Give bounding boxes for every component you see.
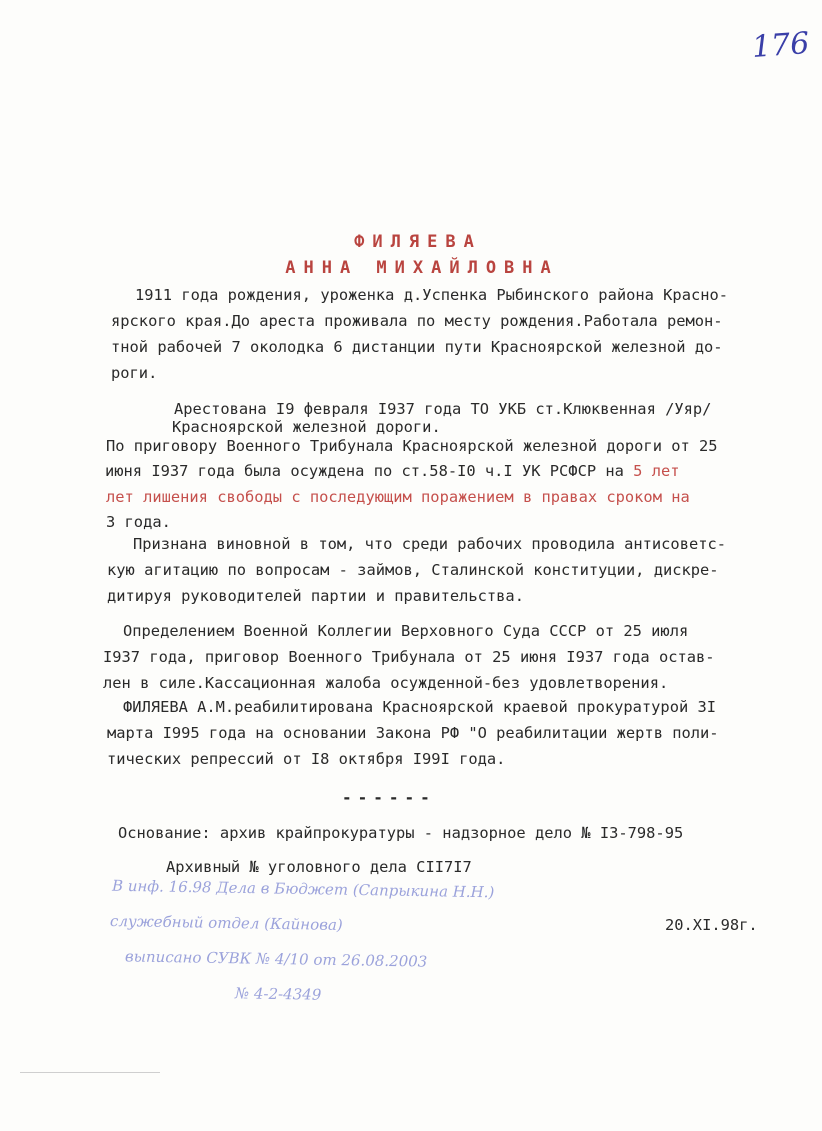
body-line: I937 года, приговор Военного Трибунала от 25 июня I937 года остав- [103,648,715,666]
body-line: 3 года. [106,513,171,531]
body-line: кую агитацию по вопросам - займов, Сталинской конституции, дискре- [107,561,719,579]
body-line: лет лишения свободы с последующим поражением в правах сроком на [106,488,690,506]
body-line: По приговору Военного Трибунала Красноярской железной дороги от 25 [106,437,718,455]
heading-surname: ФИЛЯЕВА [354,232,482,252]
page-number: 176 [750,26,811,65]
body-line: марта I995 года на основании Закона РФ "О реабилитации жертв поли- [107,724,719,742]
separator: ------ [342,788,436,807]
body-line: ярского края.До ареста проживала по месту рождения.Работала ремон- [111,312,723,330]
body-line: дитируя руководителей партии и правительства. [107,587,524,605]
body-line: ФИЛЯЕВА А.М.реабилитирована Красноярской краевой прокуратурой 3I [123,698,717,716]
body-line: Красноярской железной дороги. [172,418,441,436]
document-date: 20.XI.98г. [665,916,758,934]
body-line: Признана виновной в том, что среди рабочих проводила антисоветс- [133,535,727,553]
basis-line: Основание: архив крайпрокуратуры - надзорное дело № I3-798-95 [118,824,684,842]
handwritten-note: В инф. 16.98 Дела в Бюджет (Сапрыкина Н.Н.) [111,876,495,902]
body-line: тной рабочей 7 околодка 6 дистанции пути Красноярской железной до- [111,338,723,356]
heading-given-names: АННА МИХАЙЛОВНА [285,258,559,278]
handwritten-note: № 4-2-4349 [234,984,322,1004]
body-line: лен в силе.Кассационная жалоба осужденной-без удовлетворения. [103,674,669,692]
body-line [105,464,680,479]
body-line: 1911 года рождения, уроженка д.Успенка Рыбинского района Красно- [135,286,729,304]
handwritten-note: выписано СУВК № 4/10 от 26.08.2003 [124,947,428,971]
body-line: роги. [111,364,158,382]
body-line: тических репрессий от I8 октября I99I года. [107,750,506,768]
sentence-term: 5 лет [633,462,680,480]
margin-rule [20,1072,160,1073]
body-line: Арестована I9 февраля I937 года ТО УКБ ст.Клюквенная /Уяр/ [174,400,712,418]
sentence-text: июня I937 года была осуждена по ст.58-I0 ч.I УК РСФСР на [105,462,634,480]
handwritten-note: служебный отдел (Кайнова) [109,911,343,935]
body-line: Определением Военной Коллегии Верховного Суда СССР от 25 июля [123,622,689,640]
archive-number: Архивный № уголовного дела СII7I7 [166,858,472,876]
